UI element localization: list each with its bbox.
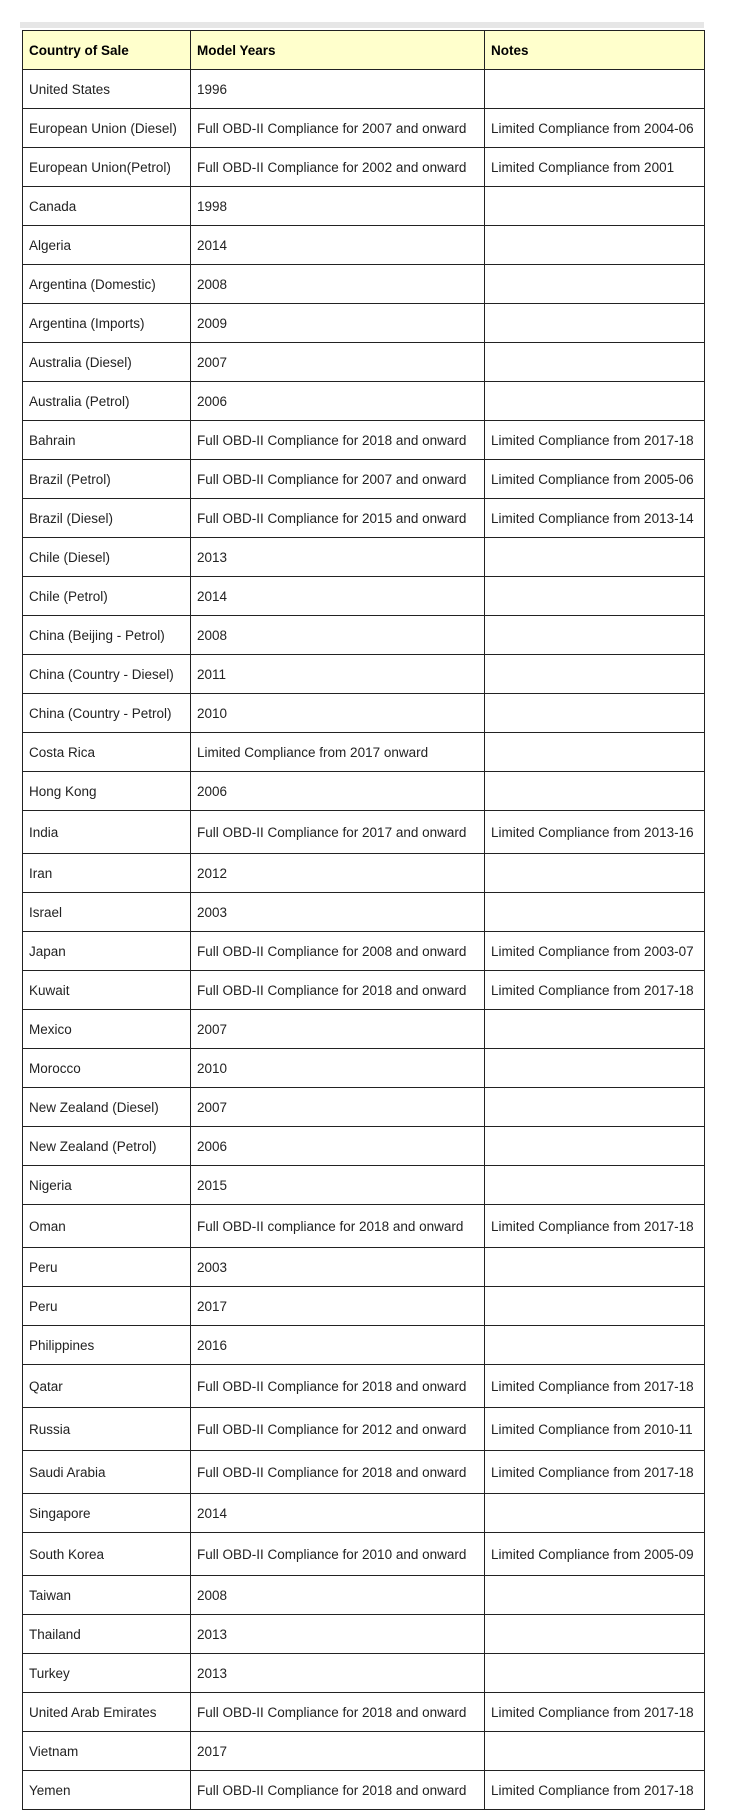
table-row [23,1326,705,1365]
country-cell: United Arab Emirates [23,1693,191,1732]
notes-cell [485,616,705,655]
table-row [23,109,705,148]
table-row [23,1248,705,1287]
country-cell: Mexico [23,1010,191,1049]
notes-cell [485,1010,705,1049]
table-row [23,148,705,187]
table-row [23,1088,705,1127]
table-row [23,932,705,971]
country-cell: Bahrain [23,421,191,460]
notes-cell [485,1248,705,1287]
table-row [23,265,705,304]
notes-cell [485,893,705,932]
country-cell: Qatar [23,1365,191,1408]
country-cell: Chile (Diesel) [23,538,191,577]
country-cell: Peru [23,1248,191,1287]
table-row [23,1166,705,1205]
model-years-cell: 2013 [191,538,485,577]
table-row [23,1533,705,1576]
table-row [23,1408,705,1451]
table-row [23,1287,705,1326]
country-cell: Nigeria [23,1166,191,1205]
model-years-cell: 2006 [191,772,485,811]
country-cell: Vietnam [23,1732,191,1771]
country-cell: Costa Rica [23,733,191,772]
country-cell: Peru [23,1287,191,1326]
notes-cell: Limited Compliance from 2017-18 [485,971,705,1010]
table-row [23,1693,705,1732]
table-row [23,1205,705,1248]
table-row [23,733,705,772]
table-row [23,226,705,265]
table-row [23,854,705,893]
table-row [23,893,705,932]
notes-cell [485,772,705,811]
notes-cell: Limited Compliance from 2003-07 [485,932,705,971]
notes-cell: Limited Compliance from 2001 [485,148,705,187]
notes-cell [485,382,705,421]
notes-cell [485,694,705,733]
table-row [23,616,705,655]
country-cell: Philippines [23,1326,191,1365]
country-cell: Algeria [23,226,191,265]
table-row [23,1654,705,1693]
country-cell: Oman [23,1205,191,1248]
table-row [23,1494,705,1533]
country-cell: Kuwait [23,971,191,1010]
notes-cell [485,304,705,343]
table-row [23,655,705,694]
table-row [23,460,705,499]
notes-cell [485,265,705,304]
notes-cell [485,1732,705,1771]
table-row [23,1010,705,1049]
model-years-cell: Full OBD-II Compliance for 2010 and onward [191,1533,485,1576]
country-cell: Australia (Diesel) [23,343,191,382]
notes-cell: Limited Compliance from 2017-18 [485,1205,705,1248]
notes-cell: Limited Compliance from 2004-06 [485,109,705,148]
country-cell: Israel [23,893,191,932]
country-cell: Japan [23,932,191,971]
model-years-cell: 2007 [191,343,485,382]
table-row [23,1615,705,1654]
country-cell: Turkey [23,1654,191,1693]
notes-cell [485,538,705,577]
obd-compliance-table [22,30,705,1810]
model-years-cell: 2014 [191,226,485,265]
country-cell: China (Country - Petrol) [23,694,191,733]
model-years-cell: 2012 [191,854,485,893]
model-years-cell: Full OBD-II Compliance for 2002 and onward [191,148,485,187]
notes-cell [485,1287,705,1326]
model-years-cell: 2007 [191,1010,485,1049]
model-years-cell: 1996 [191,70,485,109]
model-years-cell: 2010 [191,1049,485,1088]
notes-cell [485,655,705,694]
notes-cell [485,343,705,382]
notes-cell: Limited Compliance from 2017-18 [485,1451,705,1494]
country-cell: India [23,811,191,854]
table-row [23,538,705,577]
table-row [23,304,705,343]
notes-cell [485,1088,705,1127]
table-row [23,1576,705,1615]
notes-cell: Limited Compliance from 2017-18 [485,1693,705,1732]
table-row [23,1049,705,1088]
table-row [23,421,705,460]
country-cell: Singapore [23,1494,191,1533]
model-years-cell: 2006 [191,382,485,421]
country-cell: Canada [23,187,191,226]
country-cell: Yemen [23,1771,191,1810]
header-notes: Notes [485,31,705,70]
country-cell: New Zealand (Diesel) [23,1088,191,1127]
model-years-cell: Full OBD-II Compliance for 2015 and onward [191,499,485,538]
table-row [23,343,705,382]
model-years-cell: 2013 [191,1615,485,1654]
country-cell: European Union(Petrol) [23,148,191,187]
model-years-cell: 2013 [191,1654,485,1693]
country-cell: Saudi Arabia [23,1451,191,1494]
notes-cell [485,1326,705,1365]
model-years-cell: 2006 [191,1127,485,1166]
model-years-cell: 2003 [191,1248,485,1287]
country-cell: Hong Kong [23,772,191,811]
model-years-cell: 2014 [191,1494,485,1533]
model-years-cell: Full OBD-II Compliance for 2018 and onward [191,1365,485,1408]
notes-cell: Limited Compliance from 2005-06 [485,460,705,499]
notes-cell [485,1654,705,1693]
country-cell: Argentina (Imports) [23,304,191,343]
model-years-cell: 2008 [191,1576,485,1615]
table-row [23,694,705,733]
model-years-cell: Full OBD-II Compliance for 2018 and onward [191,1771,485,1810]
model-years-cell: 2009 [191,304,485,343]
table-row [23,577,705,616]
notes-cell: Limited Compliance from 2017-18 [485,421,705,460]
table-row [23,811,705,854]
model-years-cell: Full OBD-II Compliance for 2018 and onward [191,1693,485,1732]
table-row [23,382,705,421]
model-years-cell: Full OBD-II Compliance for 2018 and onward [191,971,485,1010]
table-row [23,499,705,538]
notes-cell [485,226,705,265]
model-years-cell: 2017 [191,1287,485,1326]
model-years-cell: Full OBD-II Compliance for 2007 and onward [191,460,485,499]
notes-cell [485,1166,705,1205]
model-years-cell: 2008 [191,616,485,655]
country-cell: Australia (Petrol) [23,382,191,421]
table-row [23,772,705,811]
country-cell: China (Beijing - Petrol) [23,616,191,655]
notes-cell [485,1127,705,1166]
model-years-cell: 2016 [191,1326,485,1365]
country-cell: Russia [23,1408,191,1451]
table-row [23,70,705,109]
country-cell: Thailand [23,1615,191,1654]
notes-cell: Limited Compliance from 2013-14 [485,499,705,538]
model-years-cell: 2011 [191,655,485,694]
table-body [23,70,705,1810]
model-years-cell: 2008 [191,265,485,304]
header-model-years: Model Years [191,31,485,70]
model-years-cell: 2015 [191,1166,485,1205]
model-years-cell: 2010 [191,694,485,733]
table-row [23,1451,705,1494]
table-row [23,1127,705,1166]
country-cell: New Zealand (Petrol) [23,1127,191,1166]
model-years-cell: Full OBD-II compliance for 2018 and onward [191,1205,485,1248]
notes-cell: Limited Compliance from 2010-11 [485,1408,705,1451]
table-header-row [23,31,705,70]
notes-cell [485,70,705,109]
model-years-cell: 1998 [191,187,485,226]
model-years-cell: Full OBD-II Compliance for 2018 and onward [191,1451,485,1494]
model-years-cell: 2017 [191,1732,485,1771]
table-row [23,1771,705,1810]
notes-cell [485,1049,705,1088]
model-years-cell: Full OBD-II Compliance for 2008 and onward [191,932,485,971]
table-row [23,971,705,1010]
country-cell: Argentina (Domestic) [23,265,191,304]
notes-cell [485,1494,705,1533]
country-cell: United States [23,70,191,109]
top-divider [20,22,704,28]
country-cell: European Union (Diesel) [23,109,191,148]
notes-cell: Limited Compliance from 2005-09 [485,1533,705,1576]
table-row [23,187,705,226]
header-country-of-sale: Country of Sale [23,31,191,70]
notes-cell: Limited Compliance from 2017-18 [485,1771,705,1810]
notes-cell: Limited Compliance from 2013-16 [485,811,705,854]
model-years-cell: 2007 [191,1088,485,1127]
country-cell: Iran [23,854,191,893]
model-years-cell: Full OBD-II Compliance for 2018 and onward [191,421,485,460]
model-years-cell: Full OBD-II Compliance for 2017 and onward [191,811,485,854]
model-years-cell: Full OBD-II Compliance for 2007 and onward [191,109,485,148]
country-cell: Morocco [23,1049,191,1088]
model-years-cell: 2014 [191,577,485,616]
notes-cell [485,577,705,616]
model-years-cell: Full OBD-II Compliance for 2012 and onward [191,1408,485,1451]
notes-cell [485,733,705,772]
table-row [23,1365,705,1408]
country-cell: Brazil (Petrol) [23,460,191,499]
table-row [23,1732,705,1771]
notes-cell [485,187,705,226]
model-years-cell: 2003 [191,893,485,932]
notes-cell [485,854,705,893]
notes-cell: Limited Compliance from 2017-18 [485,1365,705,1408]
notes-cell [485,1615,705,1654]
country-cell: China (Country - Diesel) [23,655,191,694]
country-cell: Taiwan [23,1576,191,1615]
model-years-cell: Limited Compliance from 2017 onward [191,733,485,772]
country-cell: Brazil (Diesel) [23,499,191,538]
country-cell: South Korea [23,1533,191,1576]
country-cell: Chile (Petrol) [23,577,191,616]
notes-cell [485,1576,705,1615]
